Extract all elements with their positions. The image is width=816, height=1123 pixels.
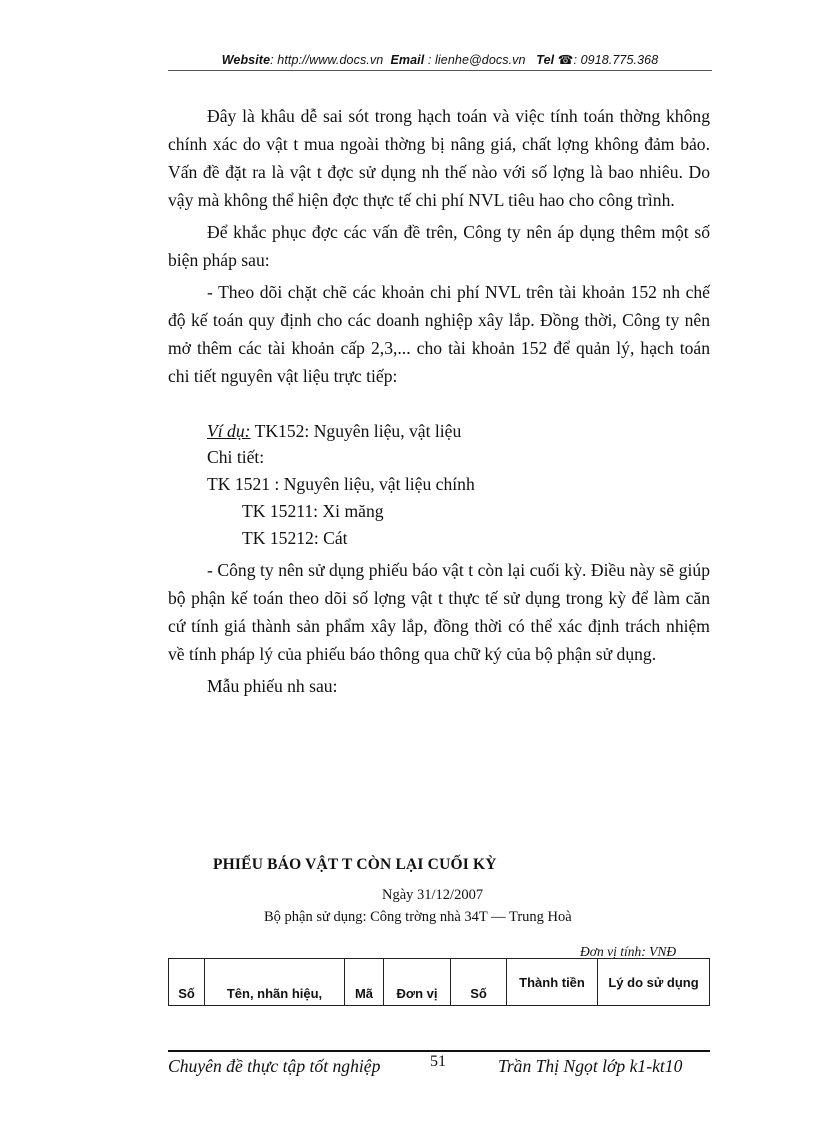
website-label: Website bbox=[221, 53, 271, 67]
phone-icon: ☎ bbox=[557, 53, 574, 67]
page-number: 51 bbox=[430, 1053, 446, 1070]
col-header-amount: Thành tiền bbox=[507, 959, 598, 1006]
col-header-name: Tên, nhãn hiệu, bbox=[205, 959, 345, 1006]
footer-divider bbox=[168, 1050, 710, 1052]
website-value[interactable]: : http://www.docs.vn bbox=[270, 53, 384, 67]
tel-value: : 0918.775.368 bbox=[573, 53, 659, 67]
form-unit: Đơn vị tính: VNĐ bbox=[580, 944, 677, 959]
body-section-2 bbox=[168, 556, 710, 700]
col-header-unit: Đơn vị bbox=[384, 959, 451, 1006]
paragraph-4: - Công ty nên sử dụng phiếu báo vật t còn lại cuối kỳ. Điều này sẽ giúp bộ phận kế toán theo dõi số lợng vật t thực tế sử dụng trong kỳ để làm căn cứ tính giá thành sản phẩm xây lắp, đồng thời có thể xác định trách nhiệm về tính pháp lý của phiếu báo thông qua chữ ký của bộ phận sử dụng. bbox=[168, 560, 710, 664]
col-header-code: Mã bbox=[345, 959, 384, 1006]
form-date: Ngày 31/12/2007 bbox=[382, 887, 484, 903]
example-label: Ví dụ: bbox=[207, 421, 251, 441]
email-value[interactable]: : lienhe@docs.vn bbox=[427, 53, 526, 67]
example-line bbox=[207, 418, 461, 444]
body-section-1 bbox=[168, 102, 710, 390]
inventory-form-table bbox=[168, 958, 710, 1006]
col-header-reason: Lý do sử dụng bbox=[598, 959, 710, 1006]
account-15212: TK 15212: Cát bbox=[242, 528, 348, 548]
form-title: PHIẾU BÁO VẬT T CÒN LẠI CUỐI KỲ bbox=[213, 856, 497, 873]
tel-label: Tel bbox=[536, 53, 555, 67]
paragraph-1: Đây là khâu dễ sai sót trong hạch toán và việc tính toán thờng không chính xác do vật t mua ngoài thờng bị nâng giá, chất lợng không đảm bảo. Vấn đề đặt ra là vật t đợc sử dụng nh thế nào với số lợng là bao nhiêu. Do vậy mà không thể hiện đợc thực tế chi phí NVL tiêu hao cho công trình. bbox=[168, 106, 710, 210]
email-label: Email bbox=[390, 53, 425, 67]
account-1521: TK 1521 : Nguyên liệu, vật liệu chính bbox=[207, 474, 475, 494]
detail-label: Chi tiết: bbox=[207, 447, 265, 467]
footer-title: Chuyên đề thực tập tốt nghiệp bbox=[168, 1056, 381, 1076]
footer-author: Trần Thị Ngọt lớp k1-kt10 bbox=[498, 1056, 683, 1076]
col-header-so: Số bbox=[169, 959, 205, 1006]
paragraph-5: Mẫu phiếu nh sau: bbox=[207, 676, 338, 696]
paragraph-3: - Theo dõi chặt chẽ các khoản chi phí NVL trên tài khoản 152 nh chế độ kế toán quy định cho các doanh nghiệp xây lắp. Đồng thời, Công ty nên mở thêm các tài khoản cấp 2,3,... cho tài khoản 152 để quản lý, hạch toán chi tiết nguyên vật liệu trực tiếp: bbox=[168, 282, 710, 386]
header-divider bbox=[168, 70, 712, 71]
col-header-quantity: Số bbox=[451, 959, 507, 1006]
account-15211: TK 15211: Xi măng bbox=[242, 501, 384, 521]
form-department: Bộ phận sử dụng: Công trờng nhà 34T — Trung Hoà bbox=[264, 909, 572, 925]
table-header-row bbox=[169, 959, 710, 1006]
page-header bbox=[168, 52, 712, 67]
example-text: TK152: Nguyên liệu, vật liệu bbox=[250, 421, 462, 441]
paragraph-2: Để khắc phục đợc các vấn đề trên, Công ty nên áp dụng thêm một số biện pháp sau: bbox=[168, 222, 710, 270]
